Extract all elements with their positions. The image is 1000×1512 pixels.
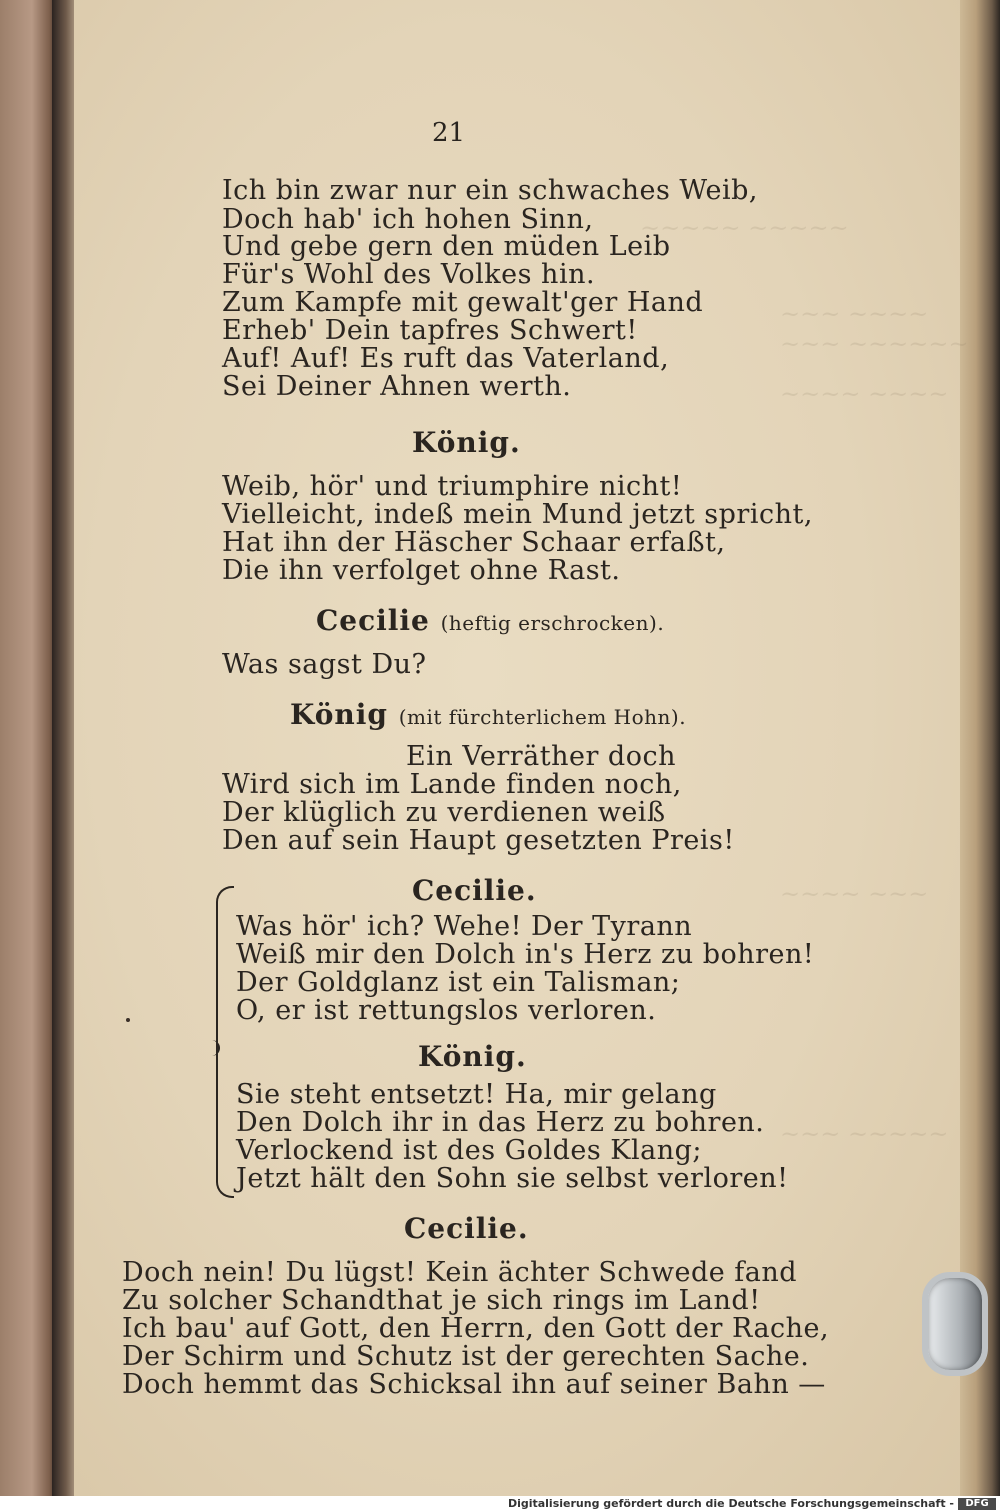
show-through-text: ~~~~ ~~~~ — [780, 380, 949, 408]
verse-line: O, er ist rettungslos verloren. — [236, 995, 657, 1026]
verse-line: Zum Kampfe mit gewalt'ger Hand — [222, 287, 704, 318]
verse-line: Zu solcher Schandthat je sich rings im Land! — [122, 1285, 761, 1316]
verse-line: Die ihn verfolget ohne Rast. — [222, 555, 621, 586]
show-through-text: ~~~ ~~~~~~ — [780, 330, 969, 358]
duet-brace — [216, 1048, 234, 1198]
stage-direction: (mit fürchterlichem Hohn). — [398, 705, 687, 729]
speaker-heading: König. — [412, 426, 521, 459]
stage-direction: (heftig erschrocken). — [440, 611, 665, 635]
show-through-text: ~~~ ~~~~ — [780, 300, 929, 328]
verse-line: Ich bau' auf Gott, den Herrn, den Gott der Rache, — [122, 1313, 830, 1344]
verse-line: Den auf sein Haupt gesetzten Preis! — [222, 825, 735, 856]
verse-line: Erheb' Dein tapfres Schwert! — [222, 315, 638, 346]
verse-line: Wird sich im Lande finden noch, — [222, 769, 682, 800]
verse-line: Ich bin zwar nur ein schwaches Weib, — [222, 175, 758, 206]
show-through-text: ~~~~ ~~~ — [780, 880, 929, 908]
speaker-heading: Cecilie. — [412, 874, 537, 907]
verse-line: Sie steht entsetzt! Ha, mir gelang — [236, 1079, 717, 1110]
duet-brace — [216, 886, 234, 1050]
verse-line: Verlockend ist des Goldes Klang; — [236, 1135, 702, 1166]
speaker-heading — [290, 698, 686, 731]
speaker-name: Cecilie — [316, 604, 430, 637]
verse-line: Der Goldglanz ist ein Talisman; — [236, 967, 681, 998]
ink-speck — [126, 1018, 130, 1022]
verse-line: Ein Verräther doch — [406, 741, 676, 772]
verse-line: Für's Wohl des Volkes hin. — [222, 259, 596, 290]
speaker-name: König — [290, 698, 388, 731]
show-through-text: ~~~ ~~~~~ — [780, 1120, 949, 1148]
speaker-heading: König. — [418, 1040, 527, 1073]
verse-line: Jetzt hält den Sohn sie selbst verloren! — [236, 1163, 789, 1194]
verse-line: Was hör' ich? Wehe! Der Tyrann — [236, 911, 693, 942]
verse-line: Was sagst Du? — [222, 649, 427, 680]
verse-line: Und gebe gern den müden Leib — [222, 231, 671, 262]
verse-line: Doch hemmt das Schicksal ihn auf seiner Bahn — — [122, 1369, 826, 1400]
verse-line: Doch nein! Du lügst! Kein ächter Schwede fand — [122, 1257, 798, 1288]
verse-line: Sei Deiner Ahnen werth. — [222, 371, 572, 402]
dfg-logo: DFG — [958, 1498, 996, 1510]
show-through-text: ~~~~~ ~~~~~ — [640, 214, 849, 242]
verse-line: Den Dolch ihr in das Herz zu bohren. — [236, 1107, 765, 1138]
verse-line: Der klüglich zu verdienen weiß — [222, 797, 666, 828]
speaker-heading: Cecilie. — [404, 1212, 529, 1245]
verse-line: Vielleicht, indeß mein Mund jetzt spricht, — [222, 499, 813, 530]
verse-line: Doch hab' ich hohen Sinn, — [222, 204, 594, 235]
verse-line: Hat ihn der Häscher Schaar erfaßt, — [222, 527, 726, 558]
footer-credit: Digitalisierung gefördert durch die Deutsche Forschungsgemeinschaft - — [507, 1497, 954, 1510]
speaker-heading — [316, 604, 664, 637]
verse-line: Weiß mir den Dolch in's Herz zu bohren! — [236, 939, 815, 970]
page-number: 21 — [432, 118, 466, 148]
verse-line: Auf! Auf! Es ruft das Vaterland, — [222, 343, 670, 374]
verse-line: Weib, hör' und triumphire nicht! — [222, 471, 683, 502]
verse-line: Der Schirm und Schutz ist der gerechten Sache. — [122, 1341, 810, 1372]
